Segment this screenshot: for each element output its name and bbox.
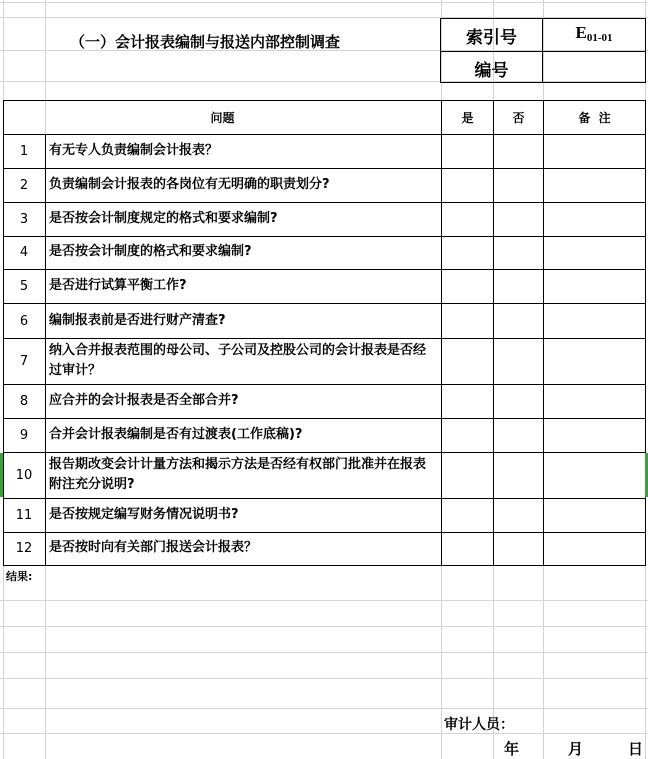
row-number: 6 [19,314,29,329]
index-value-subscript: 01-01 [586,32,613,44]
row-question: 应合并的会计报表是否全部合并? [49,393,239,408]
result-label: 结果: [6,570,33,583]
row-number: 3 [19,212,29,227]
result-area[interactable] [46,567,441,707]
row-selection-indicator [0,453,3,497]
row-question: 合并会计报表编制是否有过渡表(工作底稿)? [49,427,303,442]
column-header-no: 否 [512,111,525,125]
row-number: 9 [19,428,29,443]
row-number: 10 [15,468,33,483]
number-label: 编号 [474,61,509,81]
row-question: 是否按时向有关部门报送会计报表？ [49,540,258,555]
row-question: 有无专人负责编制会计报表？ [49,143,219,158]
date-month: 月 [568,740,584,758]
row-number: 11 [15,508,33,523]
row-question: 负责编制会计报表的各岗位有无明确的职责划分? [49,177,330,192]
auditor-label: 审计人员： [444,717,514,733]
index-label: 索引号 [466,28,517,48]
row-question: 是否按规定编写财务情况说明书? [49,507,239,522]
row-number: 12 [15,541,33,556]
row-number: 8 [19,394,29,409]
row-question: 是否按会计制度的格式和要求编制? [49,244,252,259]
row-number: 4 [19,245,29,260]
index-value-letter: E [575,23,587,42]
row-question: 是否进行试算平衡工作? [49,278,187,293]
date-year: 年 [504,740,520,758]
row-question: 纳入合并报表范围的母公司、子公司及控股公司的会计报表是否经过审计？ [49,343,427,378]
column-header-question: 问题 [210,111,235,125]
index-value [543,23,645,44]
row-number: 5 [19,279,29,294]
row-question: 报告期改变会计计量方法和揭示方法是否经有权部门批准并在报表附注充分说明? [49,457,427,492]
row-question: 编制报表前是否进行财产清查? [49,313,226,328]
row-number: 2 [19,178,29,193]
column-header-remark: 备 注 [578,111,611,125]
auditor-value[interactable] [544,712,644,732]
row-question: 是否按会计制度规定的格式和要求编制? [49,211,278,226]
column-header-yes: 是 [461,111,474,125]
date-day: 日 [628,740,644,758]
page-title: （一）会计报表编制与报送内部控制调查 [70,33,341,51]
row-number: 7 [19,354,29,369]
number-value[interactable] [543,56,645,78]
row-number: 1 [19,144,29,159]
